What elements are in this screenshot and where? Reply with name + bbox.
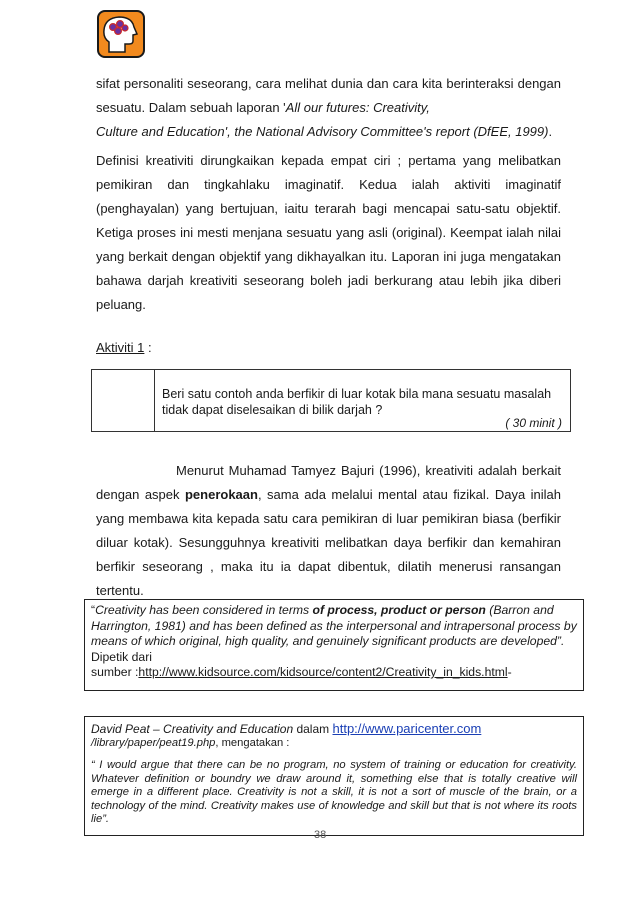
text-span: , mengatakan :: [215, 736, 290, 749]
text-line: (penghayalan) yang bertujuan, iaitu terarah bagi mencapai satu-satu objektif.: [96, 201, 561, 216]
text-span: , sama ada melalui mental atau fizikal. Daya inilah: [257, 487, 562, 502]
quote-path: [91, 737, 577, 751]
table-divider: [154, 370, 155, 431]
quote-text: Creativity has been considered in terms: [95, 603, 313, 617]
report-title-italic: Culture and Education', the National Advisory Committee's report (DfEE, 1999): [96, 124, 549, 139]
keyword-bold: penerokaan: [184, 487, 258, 502]
paragraph-tamyez: [96, 459, 561, 603]
text-line: yang membawa kita kepada satu cara pemikiran di luar pemikiran biasa (berfikir: [96, 511, 561, 526]
brain-logo-icon: [97, 10, 145, 58]
author-name: David Peat: [91, 722, 150, 736]
source-prefix: sumber :: [91, 665, 139, 679]
text-line: berfikir seseorang , maka itu ia dapat dibentuk, dilatih menerusi ransangan: [96, 559, 561, 574]
activity-title: Aktiviti 1: [96, 340, 145, 355]
text-line: pemikiran dan tingkahlaku imaginatif. Kedua ialah aktiviti imaginatif: [96, 177, 561, 192]
text-line: sifat personaliti seseorang, cara melihat dunia dan cara kita berinteraksi dengan: [96, 76, 561, 91]
activity-time: ( 30 minit ): [505, 416, 562, 430]
text-line: peluang.: [96, 297, 146, 312]
quote-emphasis: of process, product or person: [312, 603, 486, 617]
source-link[interactable]: http://www.kidsource.com/kidsource/content2/Creativity_in_kids.html: [138, 665, 508, 679]
text-span: sesuatu. Dalam sebuah laporan ': [96, 100, 286, 115]
text-line: [96, 483, 561, 507]
report-title-italic: All our futures: Creativity,: [285, 100, 430, 115]
text-span: dengan aspek: [96, 487, 185, 502]
quote-box-peat: [84, 716, 584, 836]
paragraph-definition: [96, 149, 561, 317]
quote-text: “ I would argue that there can be no program, no system of training or education for creativity. Whatever definition or boundry we draw around it, something else that is totally creative will emerge in a different place. Creativity is not a skill, it is not a sort of muscle of the brain, or a technology of the mind. Creativity makes use of knowledge and skill but that is not where its roots lie”.: [91, 759, 577, 825]
text-line: [96, 120, 561, 144]
text-span: .: [548, 124, 553, 139]
text-line: Menurut Muhamad Tamyez Bajuri (1996), kreativiti adalah berkait: [176, 463, 561, 478]
activity-colon: :: [144, 340, 152, 355]
text-line: [96, 96, 561, 120]
quote-source: [91, 722, 577, 737]
quote-mark: “: [91, 603, 96, 617]
text-line: tertentu.: [96, 583, 144, 598]
activity-instruction: Beri satu contoh anda berfikir di luar kotak bila mana sesuatu masalah tidak dapat diselesaikan di bilik darjah ?: [162, 387, 552, 417]
work-title: – Creativity and Education: [149, 722, 294, 736]
text-span: -: [507, 665, 512, 679]
quote-box-barron: [84, 599, 584, 691]
spacer: [91, 750, 577, 759]
text-span: dalam: [293, 722, 333, 736]
activity-heading: [96, 340, 152, 355]
activity-box: [91, 369, 571, 432]
text-line: Ketiga proses ini mesti menjana sesuatu yang asli (original). Keempat ialah nilai: [96, 225, 561, 240]
url-path: /library/paper/peat19.php: [91, 736, 216, 749]
paragraph-intro: [96, 72, 561, 144]
text-line: Definisi kreativiti dirungkaikan kepada empat ciri ; pertama yang melibatkan: [96, 153, 561, 168]
text-line: bahawa darjah kreativiti seseorang boleh jadi berkurang atau lebih jika diberi: [96, 273, 561, 288]
source-label: Dipetik dari: [91, 649, 152, 664]
page-number: 38: [314, 829, 327, 841]
quote-text: (Barron and Harrington, 1981) and has been defined as the interpersonal and intrapersonal process by means of which original, high quality, and genuinely significant products are developed”.: [91, 603, 577, 648]
paricenter-link[interactable]: http://www.paricenter.com: [332, 721, 482, 736]
text-line: yang berkait dengan objektif yang dikhayalkan itu. Laporan ini juga mengatakan: [96, 249, 561, 264]
text-line: diluar kotak). Sesungguhnya kreativiti melibatkan daya berfikir dan kemahiran: [96, 535, 561, 550]
